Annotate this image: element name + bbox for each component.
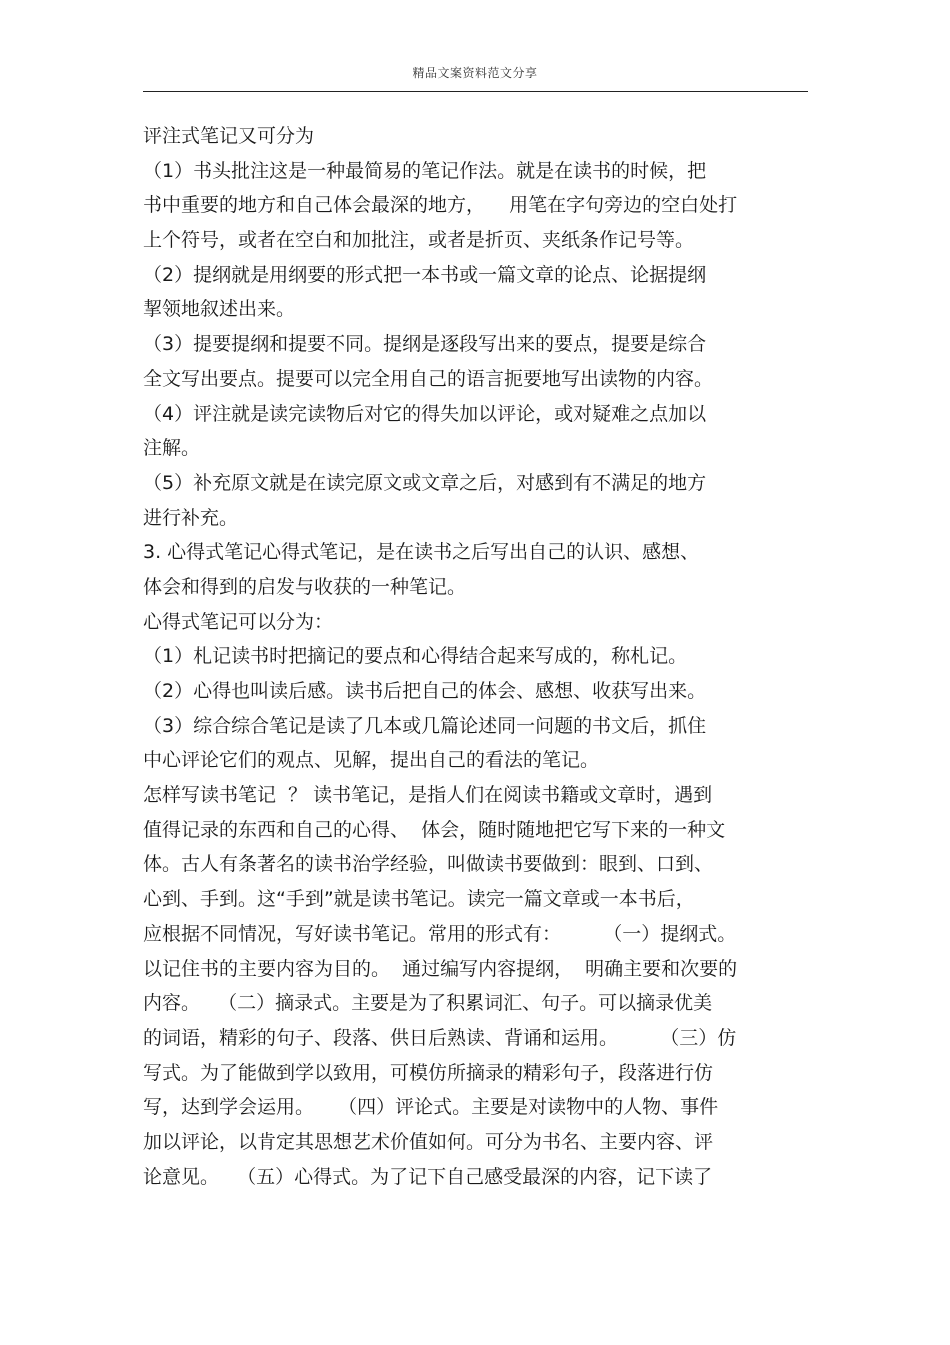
text-line: （3）提要提纲和提要不同。提纲是逐段写出来的要点，提要是综合 [143,333,707,356]
text-line: （3）综合综合笔记是读了几本或几篇论述同一问题的书文后，抓住 [143,714,707,737]
text-line: 内容。 （二）摘录式。主要是为了积累词汇、句子。可以摘录优美 [143,992,713,1015]
text-line: 上个符号，或者在空白和加批注，或者是折页、夹纸条作记号等。 [143,229,695,252]
text-line: 心到、手到。这“手到”就是读书笔记。读完一篇文章或一本书后， [143,888,695,911]
text-line: 以记住书的主要内容为目的。 通过编写内容提纲， 明确主要和次要的 [143,957,738,980]
text-line: 加以评论，以肯定其思想艺术价值如何。可分为书名、主要内容、评 [143,1130,714,1153]
text-line: 的词语，精彩的句子、段落、供日后熟读、背诵和运用。 （三）仿 [143,1026,737,1049]
text-line: 3. 心得式笔记心得式笔记，是在读书之后写出自己的认识、感想、 [143,541,700,564]
text-line: 写，达到学会运用。 （四）评论式。主要是对读物中的人物、事件 [143,1096,719,1119]
header-divider [143,91,808,92]
text-line: 全文写出要点。提要可以完全用自己的语言扼要地写出读物的内容。 [143,367,714,390]
text-line: （5）补充原文就是在读完原文或文章之后，对感到有不满足的地方 [143,471,707,494]
text-line: （1）札记读书时把摘记的要点和心得结合起来写成的，称札记。 [143,645,688,668]
text-line: 心得式笔记可以分为： [143,610,334,633]
text-line: 应根据不同情况，写好读书笔记。常用的形式有： （一）提纲式。 [143,922,737,945]
text-line: 怎样写读书笔记 ？ 读书笔记，是指人们在阅读书籍或文章时，遇到 [143,784,713,807]
text-line: 论意见。 （五）心得式。为了记下自己感受最深的内容，记下读了 [143,1165,713,1188]
text-line: 体。古人有条著名的读书治学经验，叫做读书要做到：眼到、口到、 [143,853,714,876]
text-line: 写式。为了能做到学以致用，可模仿所摘录的精彩句子，段落进行仿 [143,1061,714,1084]
text-line: （4）评注就是读完读物后对它的得失加以评论，或对疑难之点加以 [143,402,707,425]
text-line: 注解。 [143,437,201,460]
text-line: 体会和得到的启发与收获的一种笔记。 [143,575,467,598]
text-line: 评注式笔记又可分为 [143,125,315,147]
text-line: （1）书头批注这是一种最简易的笔记作法。就是在读书的时候，把 [143,159,707,182]
text-line: 书中重要的地方和自己体会最深的地方， 用笔在字句旁边的空白处打 [143,194,738,217]
text-line: 进行补充。 [143,506,239,529]
text-line: （2）提纲就是用纲要的形式把一本书或一篇文章的论点、论据提纲 [143,263,707,286]
text-line: 挈领地叙述出来。 [143,298,296,321]
text-line: 值得记录的东西和自己的心得、 体会，随时随地把它写下来的一种文 [143,818,726,841]
page-header: 精品文案资料范文分享 [412,66,538,80]
body-text [143,119,808,1194]
text-line: （2）心得也叫读后感。读书后把自己的体会、感想、收获写出来。 [143,680,707,702]
text-line: 中心评论它们的观点、见解，提出自己的看法的笔记。 [143,749,600,772]
